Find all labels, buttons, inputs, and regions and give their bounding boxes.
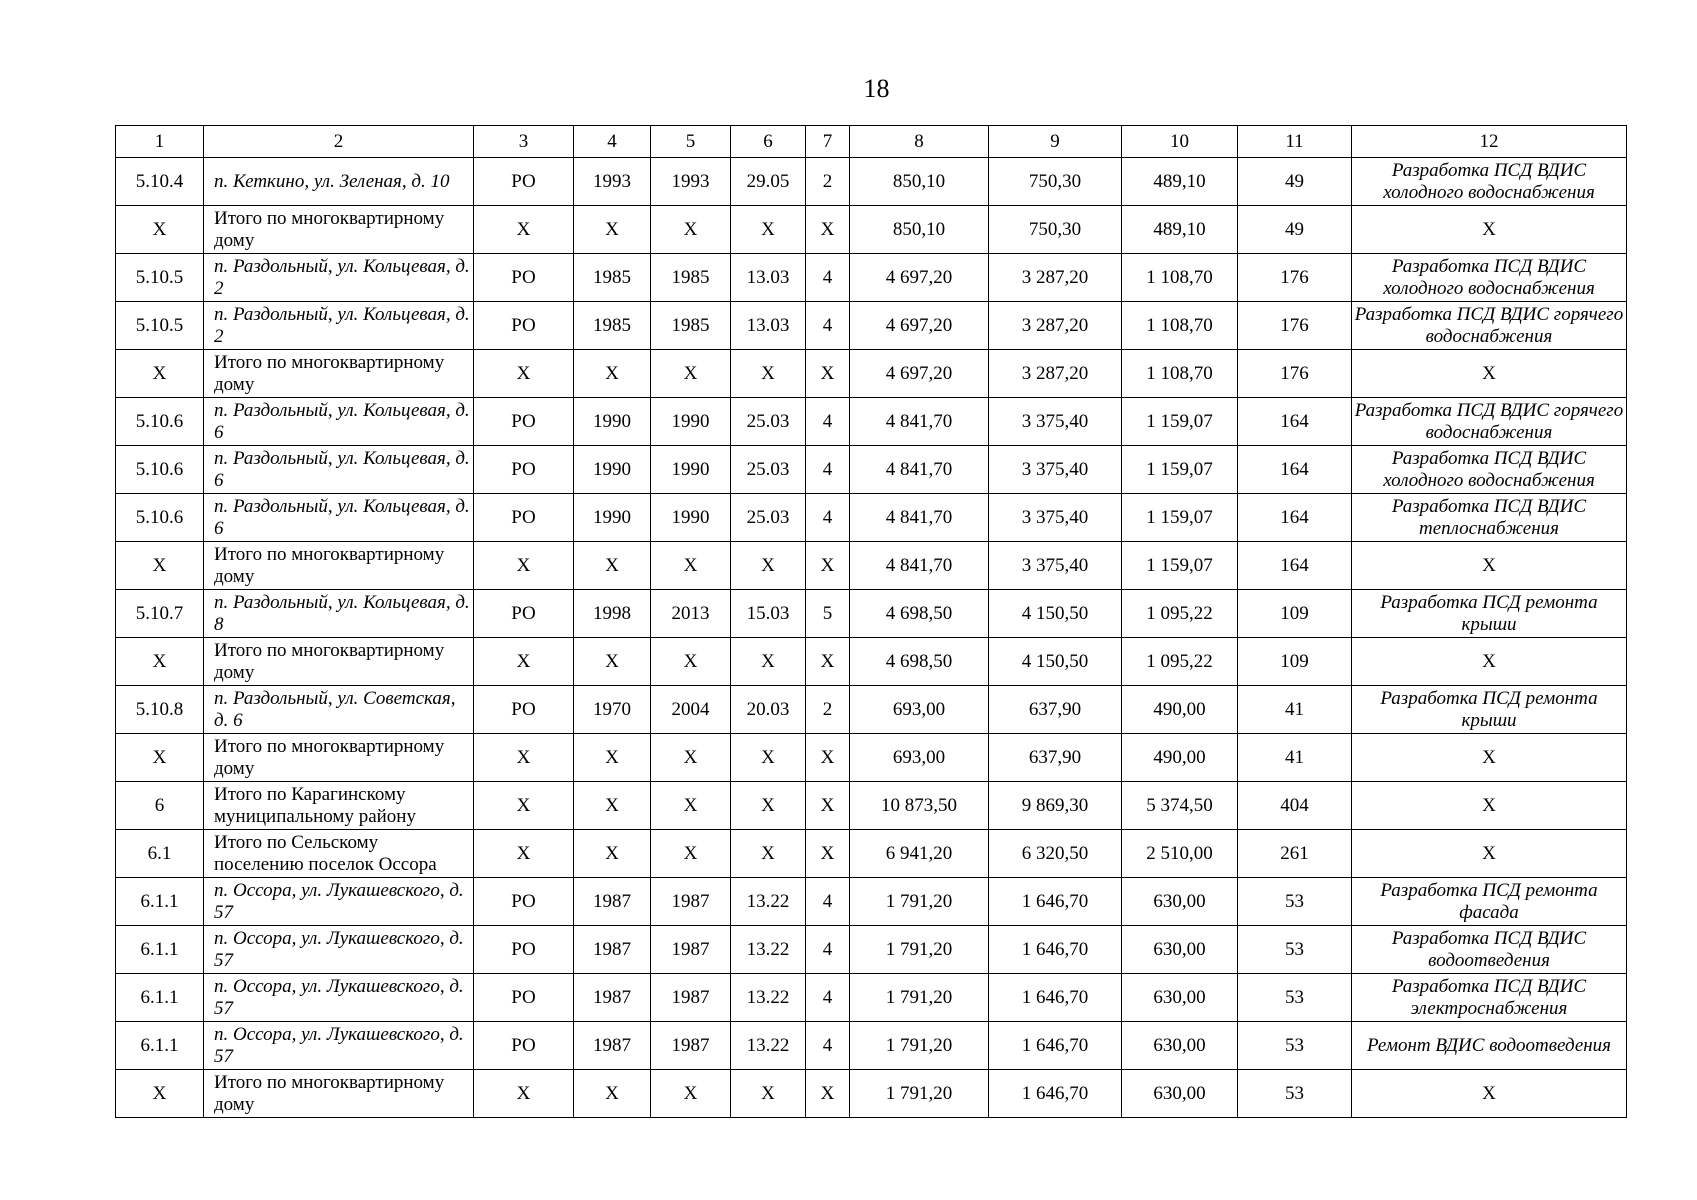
cell-residents: 53 <box>1238 926 1352 974</box>
cell-year-built: X <box>574 782 651 830</box>
cell-item-number: X <box>116 1070 204 1118</box>
cell-owner-type: X <box>474 638 574 686</box>
cell-wall-material: 13.03 <box>731 302 806 350</box>
cell-work-type: X <box>1352 206 1627 254</box>
cell-owner-type: РО <box>474 1022 574 1070</box>
cell-work-type: X <box>1352 830 1627 878</box>
cell-other-area: 1 108,70 <box>1122 302 1238 350</box>
cell-residential-area: 750,30 <box>989 158 1122 206</box>
cell-work-type: Разработка ПСД ремонта крыши <box>1352 590 1627 638</box>
cell-year-built: X <box>574 638 651 686</box>
cell-year-renovated: 1990 <box>651 398 731 446</box>
cell-work-type: X <box>1352 782 1627 830</box>
cell-item-number: 5.10.6 <box>116 398 204 446</box>
cell-item-number: 6 <box>116 782 204 830</box>
cell-item-number: 6.1.1 <box>116 1022 204 1070</box>
cell-wall-material: X <box>731 734 806 782</box>
cell-total-area: 1 791,20 <box>850 974 989 1022</box>
cell-residential-area: 3 287,20 <box>989 350 1122 398</box>
column-header: 6 <box>731 126 806 158</box>
cell-total-area: 850,10 <box>850 206 989 254</box>
cell-wall-material: 25.03 <box>731 446 806 494</box>
cell-total-area: 4 697,20 <box>850 254 989 302</box>
total-row <box>116 782 1627 830</box>
cell-total-area: 4 698,50 <box>850 590 989 638</box>
cell-wall-material: 15.03 <box>731 590 806 638</box>
cell-other-area: 630,00 <box>1122 1070 1238 1118</box>
cell-address: п. Раздольный, ул. Кольцевая, д. 6 <box>204 398 474 446</box>
cell-work-type: Разработка ПСД ремонта фасада <box>1352 878 1627 926</box>
cell-wall-material: 13.22 <box>731 974 806 1022</box>
cell-address: Итого по многоквартирному дому <box>204 638 474 686</box>
cell-year-renovated: 1985 <box>651 302 731 350</box>
cell-total-area: 6 941,20 <box>850 830 989 878</box>
cell-work-type: X <box>1352 542 1627 590</box>
cell-residents: 49 <box>1238 158 1352 206</box>
cell-wall-material: X <box>731 638 806 686</box>
cell-address: п. Оссора, ул. Лукашевского, д. 57 <box>204 926 474 974</box>
table-row <box>116 878 1627 926</box>
cell-year-renovated: X <box>651 830 731 878</box>
cell-item-number: X <box>116 350 204 398</box>
cell-floors: 4 <box>806 302 850 350</box>
cell-work-type: Разработка ПСД ремонта крыши <box>1352 686 1627 734</box>
housing-register-table <box>115 125 1627 1118</box>
cell-owner-type: X <box>474 542 574 590</box>
cell-address: Итого по многоквартирному дому <box>204 206 474 254</box>
table-row <box>116 158 1627 206</box>
table-row <box>116 446 1627 494</box>
cell-residential-area: 1 646,70 <box>989 1070 1122 1118</box>
cell-total-area: 4 697,20 <box>850 350 989 398</box>
cell-item-number: 5.10.8 <box>116 686 204 734</box>
total-row <box>116 350 1627 398</box>
cell-work-type: X <box>1352 350 1627 398</box>
cell-other-area: 1 159,07 <box>1122 446 1238 494</box>
cell-floors: 4 <box>806 974 850 1022</box>
table-row <box>116 974 1627 1022</box>
cell-residential-area: 3 375,40 <box>989 446 1122 494</box>
cell-address: п. Раздольный, ул. Кольцевая, д. 6 <box>204 446 474 494</box>
column-header: 8 <box>850 126 989 158</box>
cell-owner-type: РО <box>474 974 574 1022</box>
cell-work-type: Разработка ПСД ВДИС холодного водоснабжения <box>1352 158 1627 206</box>
cell-wall-material: 25.03 <box>731 398 806 446</box>
column-header: 4 <box>574 126 651 158</box>
table-row <box>116 926 1627 974</box>
cell-year-built: 1990 <box>574 398 651 446</box>
total-row <box>116 638 1627 686</box>
cell-residential-area: 3 375,40 <box>989 542 1122 590</box>
cell-total-area: 4 841,70 <box>850 398 989 446</box>
cell-other-area: 630,00 <box>1122 1022 1238 1070</box>
cell-address: п. Раздольный, ул. Кольцевая, д. 2 <box>204 254 474 302</box>
cell-other-area: 630,00 <box>1122 878 1238 926</box>
cell-item-number: 6.1.1 <box>116 878 204 926</box>
cell-total-area: 850,10 <box>850 158 989 206</box>
cell-total-area: 1 791,20 <box>850 1022 989 1070</box>
cell-work-type: X <box>1352 638 1627 686</box>
cell-floors: X <box>806 350 850 398</box>
cell-year-renovated: 1987 <box>651 878 731 926</box>
cell-other-area: 1 108,70 <box>1122 254 1238 302</box>
cell-residential-area: 3 375,40 <box>989 398 1122 446</box>
cell-total-area: 4 698,50 <box>850 638 989 686</box>
cell-year-built: 1987 <box>574 974 651 1022</box>
cell-other-area: 2 510,00 <box>1122 830 1238 878</box>
cell-owner-type: X <box>474 1070 574 1118</box>
cell-floors: X <box>806 206 850 254</box>
cell-wall-material: X <box>731 206 806 254</box>
cell-year-renovated: 1990 <box>651 446 731 494</box>
column-header: 9 <box>989 126 1122 158</box>
total-row <box>116 1070 1627 1118</box>
cell-item-number: 5.10.4 <box>116 158 204 206</box>
cell-item-number: X <box>116 734 204 782</box>
cell-year-built: X <box>574 1070 651 1118</box>
cell-address: п. Кеткино, ул. Зеленая, д. 10 <box>204 158 474 206</box>
total-row <box>116 206 1627 254</box>
cell-residents: 164 <box>1238 398 1352 446</box>
cell-address: Итого по многоквартирному дому <box>204 1070 474 1118</box>
cell-floors: X <box>806 830 850 878</box>
cell-work-type: Разработка ПСД ВДИС горячего водоснабжения <box>1352 398 1627 446</box>
cell-residents: 261 <box>1238 830 1352 878</box>
cell-year-renovated: X <box>651 542 731 590</box>
cell-address: Итого по Карагинскому муниципальному району <box>204 782 474 830</box>
cell-wall-material: 13.22 <box>731 926 806 974</box>
cell-other-area: 1 095,22 <box>1122 590 1238 638</box>
cell-floors: X <box>806 1070 850 1118</box>
cell-residents: 41 <box>1238 734 1352 782</box>
cell-residential-area: 3 287,20 <box>989 302 1122 350</box>
cell-year-renovated: 1993 <box>651 158 731 206</box>
cell-residential-area: 1 646,70 <box>989 1022 1122 1070</box>
cell-address: п. Раздольный, ул. Кольцевая, д. 2 <box>204 302 474 350</box>
cell-year-renovated: 2004 <box>651 686 731 734</box>
cell-total-area: 693,00 <box>850 734 989 782</box>
cell-owner-type: РО <box>474 158 574 206</box>
cell-residential-area: 3 375,40 <box>989 494 1122 542</box>
cell-other-area: 1 159,07 <box>1122 542 1238 590</box>
cell-residents: 53 <box>1238 974 1352 1022</box>
cell-address: п. Раздольный, ул. Советская, д. 6 <box>204 686 474 734</box>
column-number-header-row <box>116 126 1627 158</box>
cell-work-type: X <box>1352 1070 1627 1118</box>
cell-work-type: Разработка ПСД ВДИС горячего водоснабжения <box>1352 302 1627 350</box>
cell-residential-area: 9 869,30 <box>989 782 1122 830</box>
cell-residents: 176 <box>1238 302 1352 350</box>
cell-year-renovated: 1987 <box>651 974 731 1022</box>
cell-owner-type: РО <box>474 254 574 302</box>
cell-owner-type: РО <box>474 926 574 974</box>
cell-address: Итого по многоквартирному дому <box>204 734 474 782</box>
cell-year-renovated: 2013 <box>651 590 731 638</box>
cell-address: п. Оссора, ул. Лукашевского, д. 57 <box>204 878 474 926</box>
column-header: 10 <box>1122 126 1238 158</box>
cell-residents: 109 <box>1238 590 1352 638</box>
cell-wall-material: 25.03 <box>731 494 806 542</box>
cell-residents: 109 <box>1238 638 1352 686</box>
cell-residents: 49 <box>1238 206 1352 254</box>
cell-residential-area: 1 646,70 <box>989 878 1122 926</box>
cell-floors: X <box>806 638 850 686</box>
cell-residential-area: 1 646,70 <box>989 926 1122 974</box>
table-row <box>116 590 1627 638</box>
cell-residential-area: 3 287,20 <box>989 254 1122 302</box>
total-row <box>116 830 1627 878</box>
cell-residents: 164 <box>1238 542 1352 590</box>
column-header: 7 <box>806 126 850 158</box>
cell-year-renovated: 1987 <box>651 926 731 974</box>
cell-other-area: 1 108,70 <box>1122 350 1238 398</box>
cell-floors: X <box>806 734 850 782</box>
cell-owner-type: РО <box>474 398 574 446</box>
cell-wall-material: 29.05 <box>731 158 806 206</box>
cell-address: п. Раздольный, ул. Кольцевая, д. 6 <box>204 494 474 542</box>
cell-owner-type: РО <box>474 878 574 926</box>
cell-item-number: X <box>116 542 204 590</box>
cell-floors: X <box>806 542 850 590</box>
cell-total-area: 4 841,70 <box>850 446 989 494</box>
cell-total-area: 1 791,20 <box>850 1070 989 1118</box>
cell-other-area: 1 159,07 <box>1122 494 1238 542</box>
cell-floors: 5 <box>806 590 850 638</box>
cell-year-renovated: 1985 <box>651 254 731 302</box>
cell-other-area: 630,00 <box>1122 974 1238 1022</box>
cell-wall-material: X <box>731 542 806 590</box>
cell-residential-area: 4 150,50 <box>989 590 1122 638</box>
cell-year-built: 1990 <box>574 494 651 542</box>
cell-owner-type: X <box>474 350 574 398</box>
cell-other-area: 490,00 <box>1122 734 1238 782</box>
table-row <box>116 494 1627 542</box>
cell-work-type: X <box>1352 734 1627 782</box>
total-row <box>116 734 1627 782</box>
column-header: 5 <box>651 126 731 158</box>
page-number: 18 <box>863 74 890 103</box>
cell-residents: 53 <box>1238 1070 1352 1118</box>
cell-owner-type: X <box>474 206 574 254</box>
cell-residents: 176 <box>1238 254 1352 302</box>
cell-item-number: 6.1.1 <box>116 974 204 1022</box>
cell-residents: 176 <box>1238 350 1352 398</box>
cell-owner-type: РО <box>474 302 574 350</box>
cell-work-type: Разработка ПСД ВДИС электроснабжения <box>1352 974 1627 1022</box>
cell-floors: 2 <box>806 158 850 206</box>
cell-wall-material: X <box>731 350 806 398</box>
cell-year-renovated: X <box>651 734 731 782</box>
cell-owner-type: РО <box>474 590 574 638</box>
cell-wall-material: 20.03 <box>731 686 806 734</box>
cell-address: Итого по многоквартирному дому <box>204 350 474 398</box>
cell-floors: X <box>806 782 850 830</box>
cell-total-area: 4 841,70 <box>850 542 989 590</box>
cell-work-type: Разработка ПСД ВДИС холодного водоснабжения <box>1352 446 1627 494</box>
cell-floors: 4 <box>806 398 850 446</box>
cell-other-area: 490,00 <box>1122 686 1238 734</box>
column-header: 3 <box>474 126 574 158</box>
cell-floors: 4 <box>806 446 850 494</box>
cell-item-number: 5.10.6 <box>116 446 204 494</box>
cell-year-built: 1970 <box>574 686 651 734</box>
cell-total-area: 1 791,20 <box>850 926 989 974</box>
cell-floors: 4 <box>806 1022 850 1070</box>
table-row <box>116 302 1627 350</box>
cell-other-area: 5 374,50 <box>1122 782 1238 830</box>
cell-year-built: 1985 <box>574 302 651 350</box>
cell-residential-area: 6 320,50 <box>989 830 1122 878</box>
cell-owner-type: X <box>474 734 574 782</box>
cell-floors: 4 <box>806 926 850 974</box>
cell-residents: 164 <box>1238 446 1352 494</box>
table-body <box>116 126 1627 1118</box>
cell-wall-material: X <box>731 1070 806 1118</box>
cell-residential-area: 637,90 <box>989 686 1122 734</box>
cell-item-number: 6.1 <box>116 830 204 878</box>
cell-work-type: Ремонт ВДИС водоотведения <box>1352 1022 1627 1070</box>
cell-owner-type: X <box>474 830 574 878</box>
cell-year-built: 1987 <box>574 878 651 926</box>
cell-wall-material: 13.03 <box>731 254 806 302</box>
cell-owner-type: X <box>474 782 574 830</box>
cell-other-area: 1 095,22 <box>1122 638 1238 686</box>
cell-item-number: 5.10.7 <box>116 590 204 638</box>
cell-year-renovated: X <box>651 638 731 686</box>
cell-year-built: X <box>574 542 651 590</box>
cell-address: Итого по Сельскому поселению поселок Оссора <box>204 830 474 878</box>
cell-total-area: 4 841,70 <box>850 494 989 542</box>
cell-year-built: X <box>574 350 651 398</box>
cell-other-area: 489,10 <box>1122 206 1238 254</box>
cell-floors: 4 <box>806 494 850 542</box>
cell-item-number: 5.10.6 <box>116 494 204 542</box>
cell-residential-area: 4 150,50 <box>989 638 1122 686</box>
cell-total-area: 4 697,20 <box>850 302 989 350</box>
cell-residential-area: 750,30 <box>989 206 1122 254</box>
cell-year-built: 1985 <box>574 254 651 302</box>
total-row <box>116 542 1627 590</box>
cell-other-area: 630,00 <box>1122 926 1238 974</box>
cell-work-type: Разработка ПСД ВДИС холодного водоснабжения <box>1352 254 1627 302</box>
cell-year-renovated: X <box>651 1070 731 1118</box>
cell-residents: 53 <box>1238 1022 1352 1070</box>
table-row <box>116 398 1627 446</box>
cell-wall-material: X <box>731 830 806 878</box>
cell-residents: 404 <box>1238 782 1352 830</box>
cell-year-renovated: X <box>651 350 731 398</box>
cell-year-built: X <box>574 734 651 782</box>
cell-residential-area: 1 646,70 <box>989 974 1122 1022</box>
cell-wall-material: 13.22 <box>731 1022 806 1070</box>
cell-item-number: 6.1.1 <box>116 926 204 974</box>
cell-residents: 164 <box>1238 494 1352 542</box>
cell-residents: 41 <box>1238 686 1352 734</box>
cell-year-renovated: 1990 <box>651 494 731 542</box>
cell-address: п. Оссора, ул. Лукашевского, д. 57 <box>204 1022 474 1070</box>
cell-address: п. Раздольный, ул. Кольцевая, д. 8 <box>204 590 474 638</box>
cell-wall-material: 13.22 <box>731 878 806 926</box>
cell-year-built: X <box>574 206 651 254</box>
table-row <box>116 254 1627 302</box>
cell-address: Итого по многоквартирному дому <box>204 542 474 590</box>
cell-year-built: 1987 <box>574 926 651 974</box>
cell-year-built: X <box>574 830 651 878</box>
cell-item-number: X <box>116 206 204 254</box>
cell-year-built: 1998 <box>574 590 651 638</box>
cell-other-area: 1 159,07 <box>1122 398 1238 446</box>
cell-floors: 4 <box>806 254 850 302</box>
cell-work-type: Разработка ПСД ВДИС теплоснабжения <box>1352 494 1627 542</box>
column-header: 2 <box>204 126 474 158</box>
cell-floors: 2 <box>806 686 850 734</box>
column-header: 11 <box>1238 126 1352 158</box>
cell-total-area: 10 873,50 <box>850 782 989 830</box>
cell-work-type: Разработка ПСД ВДИС водоотведения <box>1352 926 1627 974</box>
cell-year-built: 1987 <box>574 1022 651 1070</box>
cell-item-number: 5.10.5 <box>116 302 204 350</box>
cell-floors: 4 <box>806 878 850 926</box>
cell-year-renovated: 1987 <box>651 1022 731 1070</box>
table-row <box>116 686 1627 734</box>
cell-owner-type: РО <box>474 494 574 542</box>
cell-wall-material: X <box>731 782 806 830</box>
cell-residents: 53 <box>1238 878 1352 926</box>
cell-year-renovated: X <box>651 206 731 254</box>
cell-year-built: 1993 <box>574 158 651 206</box>
cell-residential-area: 637,90 <box>989 734 1122 782</box>
table-row <box>116 1022 1627 1070</box>
cell-owner-type: РО <box>474 686 574 734</box>
cell-other-area: 489,10 <box>1122 158 1238 206</box>
cell-year-built: 1990 <box>574 446 651 494</box>
cell-item-number: X <box>116 638 204 686</box>
cell-item-number: 5.10.5 <box>116 254 204 302</box>
cell-total-area: 693,00 <box>850 686 989 734</box>
cell-owner-type: РО <box>474 446 574 494</box>
cell-address: п. Оссора, ул. Лукашевского, д. 57 <box>204 974 474 1022</box>
column-header: 12 <box>1352 126 1627 158</box>
column-header: 1 <box>116 126 204 158</box>
cell-year-renovated: X <box>651 782 731 830</box>
cell-total-area: 1 791,20 <box>850 878 989 926</box>
